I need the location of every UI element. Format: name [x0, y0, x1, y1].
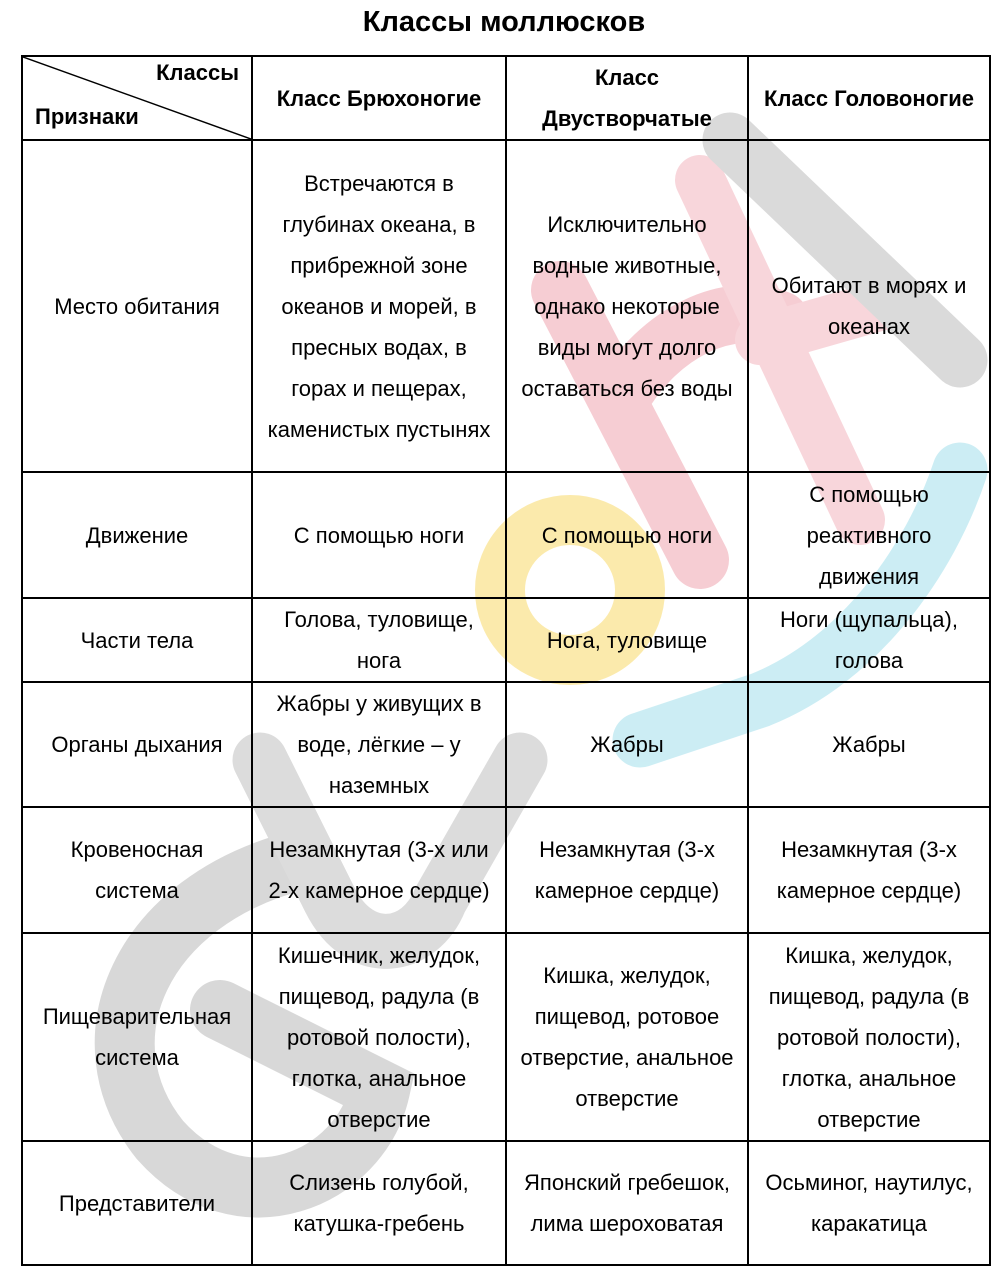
cell-cephalopoda: Жабры	[748, 682, 990, 807]
cell-cephalopoda: Обитают в морях и океанах	[748, 140, 990, 472]
cell-bivalvia: Жабры	[506, 682, 748, 807]
table-header-row	[22, 56, 990, 140]
cell-bivalvia: Исключительно водные животные, однако некоторые виды могут долго оставаться без воды	[506, 140, 748, 472]
cell-cephalopoda: С помощью реактивного движения	[748, 472, 990, 598]
table-row	[22, 807, 990, 933]
cell-gastropoda: Слизень голубой, катушка-гребень	[252, 1141, 506, 1265]
page-title: Классы моллюсков	[362, 6, 646, 38]
cell-bivalvia: Кишка, желудок, пищевод, ротовое отверстие, анальное отверстие	[506, 933, 748, 1141]
header-bivalvia: Класс Двустворчатые	[506, 56, 748, 140]
table-row	[22, 933, 990, 1141]
cell-bivalvia: С помощью ноги	[506, 472, 748, 598]
cell-bivalvia: Японский гребешок, лима шероховатая	[506, 1141, 748, 1265]
cell-gastropoda: С помощью ноги	[252, 472, 506, 598]
cell-gastropoda: Встречаются в глубинах океана, в прибрежной зоне океанов и морей, в пресных водах, в горах и пещерах, каменистых пустынях	[252, 140, 506, 472]
cell-bivalvia: Незамкнутая (3-х камерное сердце)	[506, 807, 748, 933]
row-feature-label: Движение	[22, 472, 252, 598]
row-feature-label: Органы дыхания	[22, 682, 252, 807]
cell-gastropoda: Незамкнутая (3-х или 2-х камерное сердце)	[252, 807, 506, 933]
table-row	[22, 472, 990, 598]
header-gastropoda: Класс Брюхоногие	[252, 56, 506, 140]
table-row	[22, 1141, 990, 1265]
header-corner-cell	[22, 56, 252, 140]
row-feature-label: Части тела	[22, 598, 252, 682]
row-feature-label: Представители	[22, 1141, 252, 1265]
cell-cephalopoda: Ноги (щупальца), голова	[748, 598, 990, 682]
cell-gastropoda: Жабры у живущих в воде, лёгкие – у наземных	[252, 682, 506, 807]
cell-cephalopoda: Незамкнутая (3-х камерное сердце)	[748, 807, 990, 933]
table-row	[22, 682, 990, 807]
cell-bivalvia: Нога, туловище	[506, 598, 748, 682]
header-cephalopoda: Класс Головоногие	[748, 56, 990, 140]
row-feature-label: Пищеварительная система	[22, 933, 252, 1141]
table-row	[22, 140, 990, 472]
corner-features-label: Признаки	[35, 104, 139, 129]
cell-gastropoda: Кишечник, желудок, пищевод, радула (в ротовой полости), глотка, анальное отверстие	[252, 933, 506, 1141]
corner-classes-label: Классы	[156, 60, 239, 85]
cell-cephalopoda: Осьминог, наутилус, каракатица	[748, 1141, 990, 1265]
row-feature-label: Кровеносная система	[22, 807, 252, 933]
cell-cephalopoda: Кишка, желудок, пищевод, радула (в ротовой полости), глотка, анальное отверстие	[748, 933, 990, 1141]
row-feature-label: Место обитания	[22, 140, 252, 472]
cell-gastropoda: Голова, туловище, нога	[252, 598, 506, 682]
table-row	[22, 598, 990, 682]
mollusk-classes-table	[21, 55, 991, 1266]
